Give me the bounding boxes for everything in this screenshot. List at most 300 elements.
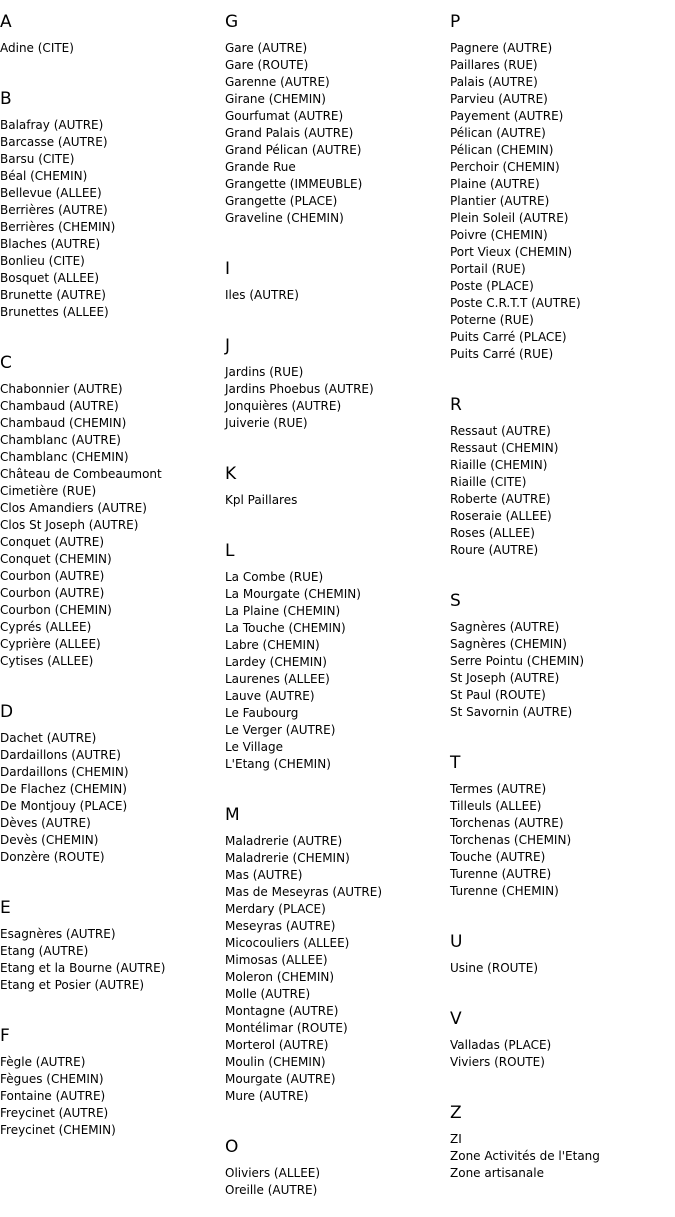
letter-section [225,259,447,322]
street-list-item [225,381,447,398]
section-spacer [225,773,447,791]
street-list-item [450,525,672,542]
street-list [450,960,672,977]
street-list [450,40,672,363]
street-link[interactable]: Gare (AUTRE) [225,41,308,55]
street-link[interactable]: Riaille (CHEMIN) [450,458,548,472]
section-letter-heading: E [0,898,11,918]
street-link[interactable]: Dardaillons (CHEMIN) [0,765,129,779]
index-column-3 [450,0,672,1200]
street-list-item [225,569,447,586]
street-list-item [0,219,222,236]
street-link[interactable]: Plantier (AUTRE) [450,194,550,208]
street-list-item [225,1037,447,1054]
street-link[interactable]: Serre Pointu (CHEMIN) [450,654,585,668]
letter-section [225,1137,447,1217]
street-list-item [225,91,447,108]
street-link[interactable]: Freycinet (AUTRE) [0,1106,109,1120]
street-list-item [0,534,222,551]
street-link[interactable]: La Mourgate (CHEMIN) [225,587,361,601]
street-list-item [225,654,447,671]
street-link[interactable]: Brunette (AUTRE) [0,288,106,302]
street-link[interactable]: Béal (CHEMIN) [0,169,88,183]
street-list [225,364,447,432]
street-list [0,40,222,57]
street-list-item [225,398,447,415]
section-letter-heading: J [225,336,231,356]
street-link[interactable]: Roses (ALLEE) [450,526,535,540]
street-list-item [0,602,222,619]
street-link[interactable]: Dèves (AUTRE) [0,816,91,830]
street-list-item [0,270,222,287]
street-list-item [450,474,672,491]
letter-section [450,12,672,381]
letter-section [225,805,447,1123]
street-list [0,1054,222,1139]
street-link[interactable]: Valladas (PLACE) [450,1038,552,1052]
street-list-item [450,542,672,559]
street-link[interactable]: Graveline (CHEMIN) [225,211,344,225]
section-letter-heading: O [225,1137,239,1157]
street-list-item [0,304,222,321]
street-link[interactable]: Brunettes (ALLEE) [0,305,109,319]
street-link[interactable]: Maladrerie (CHEMIN) [225,851,350,865]
street-link[interactable]: Turenne (AUTRE) [450,867,552,881]
street-link[interactable]: Berrières (CHEMIN) [0,220,116,234]
street-link[interactable]: Juiverie (RUE) [225,416,308,430]
street-list-item [450,210,672,227]
section-spacer [225,1105,447,1123]
street-link[interactable]: Balafray (AUTRE) [0,118,104,132]
street-link[interactable]: Morterol (AUTRE) [225,1038,329,1052]
street-link[interactable]: Etang (AUTRE) [0,944,89,958]
street-link[interactable]: Bonlieu (CITE) [0,254,85,268]
street-link[interactable]: Conquet (AUTRE) [0,535,105,549]
street-link[interactable]: Freycinet (CHEMIN) [0,1123,116,1137]
street-list-item [450,295,672,312]
street-link[interactable]: L'Etang (CHEMIN) [225,757,331,771]
street-link[interactable]: Etang et la Bourne (AUTRE) [0,961,166,975]
street-list-item [450,346,672,363]
street-link[interactable]: Meseyras (AUTRE) [225,919,336,933]
street-list-item [450,781,672,798]
street-list [450,1131,672,1182]
street-list-item [450,1037,672,1054]
street-link[interactable]: Moulin (CHEMIN) [225,1055,326,1069]
street-link[interactable]: Gourfumat (AUTRE) [225,109,344,123]
street-link[interactable]: Cyprés (ALLEE) [0,620,92,634]
street-list-item [450,815,672,832]
street-link[interactable]: Poste (PLACE) [450,279,534,293]
street-list-item [450,159,672,176]
street-list-item [450,457,672,474]
street-list-item [0,202,222,219]
street-link[interactable]: Tilleuls (ALLEE) [450,799,542,813]
street-link[interactable]: Iles (AUTRE) [225,288,299,302]
street-list-item [225,193,447,210]
street-link[interactable]: Roberte (AUTRE) [450,492,551,506]
street-list-item [225,901,447,918]
street-link[interactable]: Molle (AUTRE) [225,987,311,1001]
letter-section [225,464,447,527]
street-list-item [450,670,672,687]
street-link[interactable]: La Plaine (CHEMIN) [225,604,341,618]
street-link[interactable]: Grand Pélican (AUTRE) [225,143,362,157]
street-link[interactable]: Turenne (CHEMIN) [450,884,559,898]
section-spacer [225,304,447,322]
street-link[interactable]: Etang et Posier (AUTRE) [0,978,145,992]
street-list-item [0,449,222,466]
street-link[interactable]: Pélican (AUTRE) [450,126,546,140]
street-link[interactable]: St Paul (ROUTE) [450,688,546,702]
street-link[interactable]: Chamblanc (AUTRE) [0,433,121,447]
street-list-item [225,1071,447,1088]
street-list-item [0,398,222,415]
street-link[interactable]: Plaine (AUTRE) [450,177,540,191]
street-link[interactable]: Mimosas (ALLEE) [225,953,328,967]
street-list-item [0,253,222,270]
street-link[interactable]: Paillares (RUE) [450,58,538,72]
street-list-item [225,176,447,193]
street-link[interactable]: Torchenas (AUTRE) [450,816,564,830]
street-list-item [225,142,447,159]
section-letter-heading: C [0,353,12,373]
street-link[interactable]: Blaches (AUTRE) [0,237,101,251]
street-link[interactable]: Bellevue (ALLEE) [0,186,102,200]
street-list-item [225,918,447,935]
street-list-item [225,586,447,603]
section-spacer [450,900,672,918]
street-list-item [225,688,447,705]
street-link[interactable]: La Combe (RUE) [225,570,324,584]
street-list-item [450,329,672,346]
street-link[interactable]: Fègues (CHEMIN) [0,1072,104,1086]
section-letter-heading: T [450,753,461,773]
street-list-item [225,1020,447,1037]
street-list-item [225,603,447,620]
street-link[interactable]: Grangette (PLACE) [225,194,338,208]
street-link[interactable]: Moleron (CHEMIN) [225,970,335,984]
street-list-item [0,1088,222,1105]
street-link[interactable]: Sagnères (AUTRE) [450,620,560,634]
street-link[interactable]: Roure (AUTRE) [450,543,539,557]
street-link[interactable]: Clos St Joseph (AUTRE) [0,518,139,532]
letter-section [225,541,447,791]
street-link[interactable]: Courbon (AUTRE) [0,586,105,600]
street-list-item [225,637,447,654]
street-list-item [0,960,222,977]
street-link[interactable]: Chambaud (AUTRE) [0,399,119,413]
street-list-item [450,142,672,159]
letter-section [225,12,447,245]
street-link[interactable]: Parvieu (AUTRE) [450,92,548,106]
letter-section [450,753,672,918]
street-link[interactable]: Conquet (CHEMIN) [0,552,112,566]
street-link[interactable]: Perchoir (CHEMIN) [450,160,560,174]
street-link[interactable]: Merdary (PLACE) [225,902,326,916]
street-link[interactable]: Château de Combeaumont [0,467,162,481]
street-link[interactable]: Grande Rue [225,160,296,174]
street-link[interactable]: Adine (CITE) [0,41,74,55]
street-list [225,287,447,304]
street-link[interactable]: Montélimar (ROUTE) [225,1021,348,1035]
section-spacer [450,1071,672,1089]
street-list-item [450,798,672,815]
street-list-item [0,415,222,432]
street-list-item [450,227,672,244]
section-letter-heading: F [0,1026,10,1046]
street-list-item [0,832,222,849]
street-link[interactable]: Le Faubourg [225,706,299,720]
street-link[interactable]: Dachet (AUTRE) [0,731,97,745]
section-letter-heading: R [450,395,462,415]
street-list-item [0,40,222,57]
street-link[interactable]: Torchenas (CHEMIN) [450,833,572,847]
street-link[interactable]: Poivre (CHEMIN) [450,228,548,242]
street-link[interactable]: Bosquet (ALLEE) [0,271,100,285]
street-link[interactable]: St Joseph (AUTRE) [450,671,560,685]
street-list-item [450,74,672,91]
street-list-item [225,986,447,1003]
street-link[interactable]: Ressaut (AUTRE) [450,424,551,438]
street-list-item [450,176,672,193]
street-link[interactable]: Dardaillons (AUTRE) [0,748,121,762]
street-list-item [450,619,672,636]
street-list-item [0,381,222,398]
section-letter-heading: M [225,805,240,825]
section-spacer [225,227,447,245]
letter-section [225,336,447,450]
street-list-item [0,781,222,798]
street-link[interactable]: Pagnere (AUTRE) [450,41,553,55]
street-list-item [450,636,672,653]
street-link[interactable]: Laurenes (ALLEE) [225,672,330,686]
street-link[interactable]: Esagnères (AUTRE) [0,927,116,941]
street-link[interactable]: Cimetière (RUE) [0,484,97,498]
street-list-item [0,117,222,134]
street-list-item [0,585,222,602]
letter-section [450,395,672,577]
letter-section [0,898,222,1012]
street-link[interactable]: Courbon (CHEMIN) [0,603,112,617]
street-list-item [0,466,222,483]
section-spacer [225,1199,447,1217]
street-link[interactable]: Payement (AUTRE) [450,109,564,123]
street-list-item [0,432,222,449]
street-link[interactable]: Chambaud (CHEMIN) [0,416,127,430]
street-list-item [450,312,672,329]
section-spacer [0,670,222,688]
street-link[interactable]: Fontaine (AUTRE) [0,1089,106,1103]
street-list-item [0,1122,222,1139]
street-list-item [225,1054,447,1071]
street-link[interactable]: Lauve (AUTRE) [225,689,315,703]
street-link[interactable]: Gare (ROUTE) [225,58,309,72]
street-link[interactable]: Mas de Meseyras (AUTRE) [225,885,383,899]
street-link[interactable]: Puits Carré (RUE) [450,347,554,361]
street-list-item [0,619,222,636]
section-spacer [0,994,222,1012]
street-list-item [450,883,672,900]
street-list-item [225,867,447,884]
street-link[interactable]: Berrières (AUTRE) [0,203,108,217]
street-link[interactable]: Girane (CHEMIN) [225,92,326,106]
street-link[interactable]: Maladrerie (AUTRE) [225,834,343,848]
street-link[interactable]: Donzère (ROUTE) [0,850,105,864]
street-list-item [0,977,222,994]
street-link[interactable]: Poterne (RUE) [450,313,534,327]
street-link[interactable]: Clos Amandiers (AUTRE) [0,501,147,515]
street-list-item [450,261,672,278]
street-link[interactable]: Chabonnier (AUTRE) [0,382,123,396]
street-list-item [450,960,672,977]
street-link[interactable]: Micocouliers (ALLEE) [225,936,350,950]
street-link[interactable]: Cyprière (ALLEE) [0,637,101,651]
street-link[interactable]: La Touche (CHEMIN) [225,621,346,635]
street-link[interactable]: Grangette (IMMEUBLE) [225,177,363,191]
street-link[interactable]: Oliviers (ALLEE) [225,1166,321,1180]
section-letter-heading: V [450,1009,462,1029]
street-list-item [225,756,447,773]
street-link[interactable]: De Montjouy (PLACE) [0,799,128,813]
section-spacer [225,432,447,450]
section-spacer [0,57,222,75]
street-list-item [450,687,672,704]
street-list-item [450,653,672,670]
street-list-item [225,1182,447,1199]
street-link[interactable]: Portail (RUE) [450,262,526,276]
street-link[interactable]: Termes (AUTRE) [450,782,547,796]
street-link[interactable]: Roseraie (ALLEE) [450,509,552,523]
street-list-item [225,1088,447,1105]
street-list-item [225,1003,447,1020]
street-list-item [0,730,222,747]
street-list-item [450,57,672,74]
street-list [450,781,672,900]
street-link[interactable]: St Savornin (AUTRE) [450,705,573,719]
street-link[interactable]: Fègle (AUTRE) [0,1055,86,1069]
section-spacer [0,1139,222,1157]
street-link[interactable]: Cytises (ALLEE) [0,654,94,668]
street-link[interactable]: De Flachez (CHEMIN) [0,782,127,796]
street-link[interactable]: Mure (AUTRE) [225,1089,309,1103]
street-link[interactable]: Le Village [225,740,283,754]
letter-section [450,932,672,995]
street-list-item [450,704,672,721]
street-list-item [225,415,447,432]
street-link[interactable]: Usine (ROUTE) [450,961,539,975]
street-link[interactable]: Garenne (AUTRE) [225,75,330,89]
street-link[interactable]: Jardins Phoebus (AUTRE) [225,382,374,396]
letter-section [0,1026,222,1157]
section-spacer [450,1182,672,1200]
street-link[interactable]: Devès (CHEMIN) [0,833,99,847]
street-link[interactable]: Mourgate (AUTRE) [225,1072,336,1086]
street-link[interactable]: Poste C.R.T.T (AUTRE) [450,296,581,310]
street-list-item [450,440,672,457]
street-link[interactable]: Labre (CHEMIN) [225,638,320,652]
street-link[interactable]: Plein Soleil (AUTRE) [450,211,569,225]
street-link[interactable]: Viviers (ROUTE) [450,1055,545,1069]
street-link[interactable]: ZI [450,1132,462,1146]
street-list-item [0,551,222,568]
street-link[interactable]: Pélican (CHEMIN) [450,143,554,157]
street-link[interactable]: Puits Carré (PLACE) [450,330,567,344]
street-list-item [0,185,222,202]
street-link[interactable]: Courbon (AUTRE) [0,569,105,583]
street-link[interactable]: Kpl Paillares [225,493,298,507]
street-link[interactable]: Zone Activités de l'Etang [450,1149,600,1163]
section-letter-heading: L [225,541,235,561]
index-column-1 [0,0,222,1157]
street-link[interactable]: Le Verger (AUTRE) [225,723,336,737]
street-link[interactable]: Montagne (AUTRE) [225,1004,339,1018]
street-list-item [225,492,447,509]
street-link[interactable]: Jardins (RUE) [225,365,304,379]
letter-section [0,353,222,688]
street-list [225,569,447,773]
street-link[interactable]: Port Vieux (CHEMIN) [450,245,573,259]
section-letter-heading: B [0,89,12,109]
street-link[interactable]: Mas (AUTRE) [225,868,303,882]
street-list-item [225,159,447,176]
street-list-item [0,798,222,815]
street-link[interactable]: Sagnères (CHEMIN) [450,637,567,651]
street-list-item [450,91,672,108]
street-list-item [0,764,222,781]
street-list-item [225,125,447,142]
street-list-item [450,423,672,440]
street-list-item [225,1165,447,1182]
street-link[interactable]: Touche (AUTRE) [450,850,546,864]
street-list-item [0,1105,222,1122]
street-link[interactable]: Palais (AUTRE) [450,75,538,89]
street-list-item [0,1054,222,1071]
street-list-item [0,517,222,534]
street-list-item [0,943,222,960]
street-list-item [0,568,222,585]
street-link[interactable]: Oreille (AUTRE) [225,1183,318,1197]
street-list-item [450,866,672,883]
street-link[interactable]: Barcasse (AUTRE) [0,135,108,149]
street-link[interactable]: Barsu (CITE) [0,152,75,166]
street-link[interactable]: Lardey (CHEMIN) [225,655,327,669]
street-link[interactable]: Grand Palais (AUTRE) [225,126,354,140]
street-list-item [225,108,447,125]
street-link[interactable]: Zone artisanale [450,1166,544,1180]
letter-section [450,1009,672,1089]
street-list-item [225,287,447,304]
street-link[interactable]: Riaille (CITE) [450,475,527,489]
section-letter-heading: S [450,591,461,611]
section-spacer [225,509,447,527]
street-list-item [225,705,447,722]
street-list [225,40,447,227]
street-link[interactable]: Chamblanc (CHEMIN) [0,450,129,464]
street-list-item [0,815,222,832]
letter-section [0,12,222,75]
street-list-item [225,620,447,637]
street-list [450,1037,672,1071]
street-list-item [450,508,672,525]
street-list [0,117,222,321]
street-list-item [225,935,447,952]
street-link[interactable]: Jonquières (AUTRE) [225,399,342,413]
section-spacer [450,559,672,577]
street-list-item [450,108,672,125]
street-list-item [0,926,222,943]
street-link[interactable]: Ressaut (CHEMIN) [450,441,559,455]
